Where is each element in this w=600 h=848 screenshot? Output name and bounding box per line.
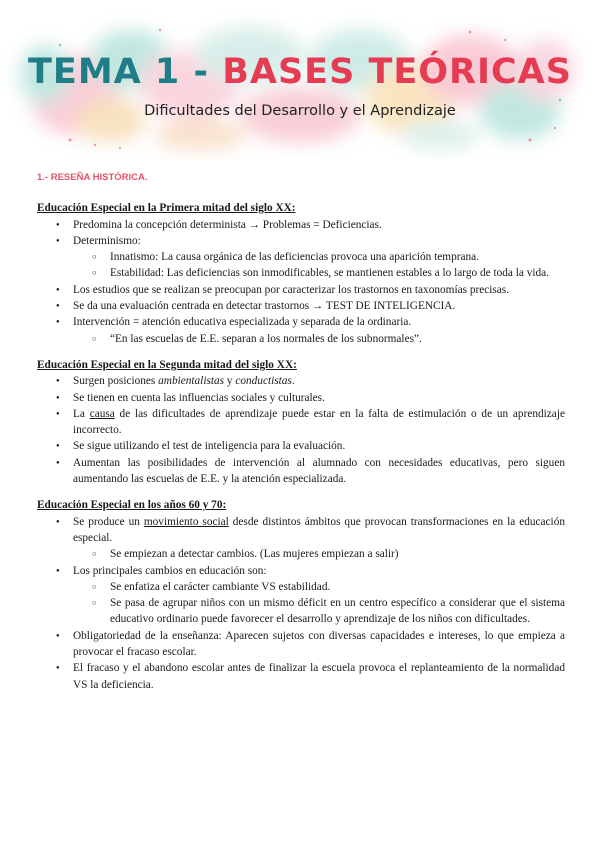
- sub-list-item: ○ Se empiezan a detectar cambios. (Las mujeres empiezan a salir): [37, 546, 565, 562]
- text-run: desde distintos ámbitos que provocan transformaciones en la educación especial.: [73, 515, 565, 544]
- sub-list-item: ○ Se pasa de agrupar niños con un mismo déficit en un centro específico a considerar que el sistema educativo ordinario puede favorecer el desarrollo y aprendizaje de los niños con dificultades.: [37, 595, 565, 628]
- list-item: ● Los estudios que se realizan se preocupan por caracterizar los trastornos en taxonomías precisas.: [37, 282, 565, 298]
- list-item: [37, 373, 565, 389]
- list-item: ● Se tienen en cuenta las influencias sociales y culturales.: [37, 390, 565, 406]
- underlined-term: causa: [89, 407, 115, 420]
- list-item: ● El fracaso y el abandono escolar antes de finalizar la escuela provoca el replanteamiento de la normalidad VS la deficiencia.: [37, 660, 565, 693]
- list-item: ● Se sigue utilizando el test de inteligencia para la evaluación.: [37, 438, 565, 454]
- text-run: La: [73, 407, 90, 420]
- header-banner: [0, 0, 600, 160]
- block-heading: Educación Especial en los años 60 y 70:: [37, 499, 227, 512]
- list-item: ● Aumentan las posibilidades de intervención al alumnado con necesidades educativas, pero siguen aumentando las escuelas de E.E. y la atención especializada.: [37, 455, 565, 488]
- list-item: ● Obligatoriedad de la enseñanza: Aparecen sujetos con diversas capacidades e intereses, lo que empieza a provocar el fracaso escolar.: [37, 628, 565, 661]
- bullet-list: [37, 373, 565, 487]
- underlined-term: movimiento social: [143, 515, 229, 528]
- sub-list-item: ○ Se enfatiza el carácter cambiante VS estabilidad.: [37, 579, 565, 595]
- list-item: ● Intervención = atención educativa especializada y separada de la ordinaria.: [37, 314, 565, 330]
- list-item: ● Predomina la concepción determinista → Problemas = Deficiencias.: [37, 217, 565, 233]
- sub-list-item: ○ Estabilidad: Las deficiencias son inmodificables, se mantienen estables a lo largo de toda la vida.: [37, 265, 565, 281]
- text-run: .: [291, 375, 295, 388]
- bullet-list: [37, 217, 565, 347]
- text-run: y: [224, 375, 236, 388]
- block-60s-70s: [37, 497, 565, 693]
- block-second-half: [37, 357, 565, 487]
- text-run: de las dificultades de aprendizaje puede estar en la falta de estimulación o de un aprendizaje incorrecto.: [73, 407, 565, 437]
- block-heading: Educación Especial en la Primera mitad del siglo XX:: [37, 202, 296, 215]
- list-item: ● Determinismo:: [37, 233, 565, 249]
- section-label: 1.- RESEÑA HISTÓRICA.: [37, 172, 148, 183]
- title-part-2: BASES TEÓRICAS: [222, 52, 572, 92]
- list-item: ● Se da una evaluación centrada en detectar trastornos → TEST DE INTELIGENCIA.: [37, 298, 565, 314]
- bullet-list: [37, 514, 565, 693]
- sub-list-item: ○ Innatismo: La causa orgánica de las deficiencias provoca una aparición temprana.: [37, 249, 565, 265]
- document-body: [37, 170, 565, 703]
- sub-list-item: ○ “En las escuelas de E.E. separan a los normales de los subnormales”.: [37, 331, 565, 347]
- page-subtitle: Dificultades del Desarrollo y el Aprendizaje: [144, 103, 456, 119]
- italic-term: ambientalistas: [158, 375, 225, 388]
- list-item: [37, 406, 565, 439]
- text-run: Se produce un: [73, 515, 144, 528]
- italic-term: conductistas: [235, 375, 292, 388]
- list-item: [37, 514, 565, 547]
- page-title: [0, 52, 600, 92]
- block-first-half: [37, 200, 565, 347]
- text-run: Surgen posiciones: [73, 375, 159, 388]
- list-item: ● Los principales cambios en educación son:: [37, 563, 565, 579]
- title-part-1: TEMA 1 -: [28, 52, 223, 92]
- block-heading: Educación Especial en la Segunda mitad del siglo XX:: [37, 358, 297, 371]
